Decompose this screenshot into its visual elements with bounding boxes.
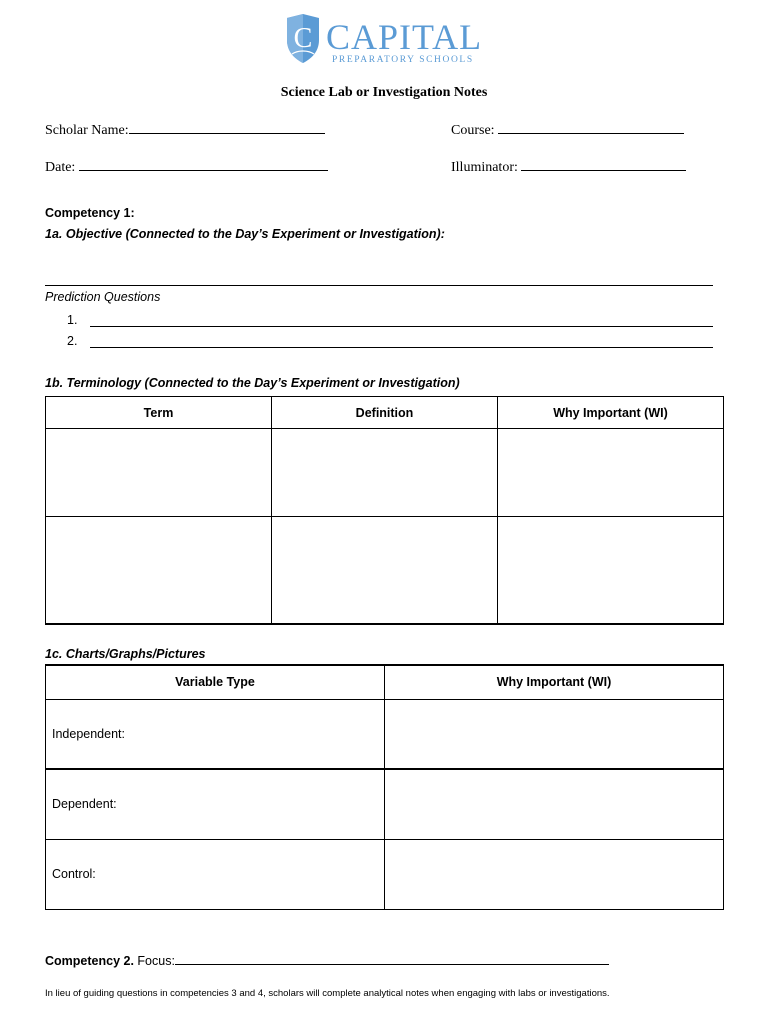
- prediction-questions-label: Prediction Questions: [45, 290, 161, 304]
- course-field[interactable]: [451, 121, 684, 139]
- control-label: Control:: [46, 839, 385, 909]
- independent-wi-cell[interactable]: [385, 699, 724, 769]
- objective-answer-line[interactable]: [45, 285, 713, 286]
- page-title: Science Lab or Investigation Notes: [280, 85, 488, 100]
- focus-answer-line[interactable]: [175, 953, 609, 965]
- logo-name: CAPITAL: [326, 17, 483, 57]
- table-header-row: [46, 665, 724, 699]
- date-field[interactable]: [45, 158, 328, 176]
- independent-label: Independent:: [46, 699, 385, 769]
- why-important-cell[interactable]: [498, 429, 724, 517]
- school-logo: [284, 14, 494, 66]
- charts-heading: 1c. Charts/Graphs/Pictures: [45, 647, 206, 661]
- dependent-label: Dependent:: [46, 769, 385, 839]
- scholar-name-field[interactable]: [45, 121, 325, 139]
- prediction-answer-line-2[interactable]: [90, 347, 713, 348]
- illuminator-field[interactable]: [451, 158, 686, 176]
- course-label: Course:: [451, 123, 495, 138]
- table-row: [46, 429, 724, 517]
- shield-icon: [284, 14, 322, 64]
- date-line[interactable]: [79, 158, 328, 171]
- variable-type-header: Variable Type: [46, 665, 385, 699]
- table-row: [46, 517, 724, 624]
- definition-cell[interactable]: [272, 517, 498, 624]
- why-important-cell[interactable]: [498, 517, 724, 624]
- control-wi-cell[interactable]: [385, 839, 724, 909]
- table-header-row: [46, 397, 724, 429]
- term-cell[interactable]: [46, 429, 272, 517]
- terminology-table: [45, 396, 724, 625]
- footer-note: In lieu of guiding questions in competencies 3 and 4, scholars will complete analytical notes when engaging with labs or investigations.: [45, 988, 610, 999]
- shield-letter: C: [293, 23, 313, 54]
- table-row: [46, 699, 724, 769]
- scholar-name-line[interactable]: [129, 121, 325, 134]
- date-label: Date:: [45, 160, 76, 175]
- illuminator-label: Illuminator:: [451, 160, 518, 175]
- competency1-heading: Competency 1:: [45, 206, 135, 220]
- variables-table: [45, 664, 724, 910]
- table-row: [46, 839, 724, 909]
- term-cell[interactable]: [46, 517, 272, 624]
- term-header: Term: [46, 397, 272, 429]
- definition-header: Definition: [272, 397, 498, 429]
- competency2-line: [45, 953, 609, 968]
- competency2-heading: Competency 2.: [45, 954, 134, 968]
- dependent-wi-cell[interactable]: [385, 769, 724, 839]
- focus-label: Focus:: [137, 954, 175, 968]
- objective-heading: 1a. Objective (Connected to the Day’s Experiment or Investigation):: [45, 227, 445, 241]
- scholar-name-label: Scholar Name:: [45, 123, 129, 138]
- course-line[interactable]: [498, 121, 684, 134]
- prediction-answer-line-1[interactable]: [90, 326, 713, 327]
- prediction-number-1: 1.: [67, 313, 78, 327]
- definition-cell[interactable]: [272, 429, 498, 517]
- variables-why-important-header: Why Important (WI): [385, 665, 724, 699]
- terminology-heading: 1b. Terminology (Connected to the Day’s Experiment or Investigation): [45, 376, 460, 390]
- illuminator-line[interactable]: [521, 158, 686, 171]
- prediction-number-2: 2.: [67, 334, 78, 348]
- why-important-header: Why Important (WI): [498, 397, 724, 429]
- table-row: [46, 769, 724, 839]
- logo-subtitle: PREPARATORY SCHOOLS: [332, 55, 474, 65]
